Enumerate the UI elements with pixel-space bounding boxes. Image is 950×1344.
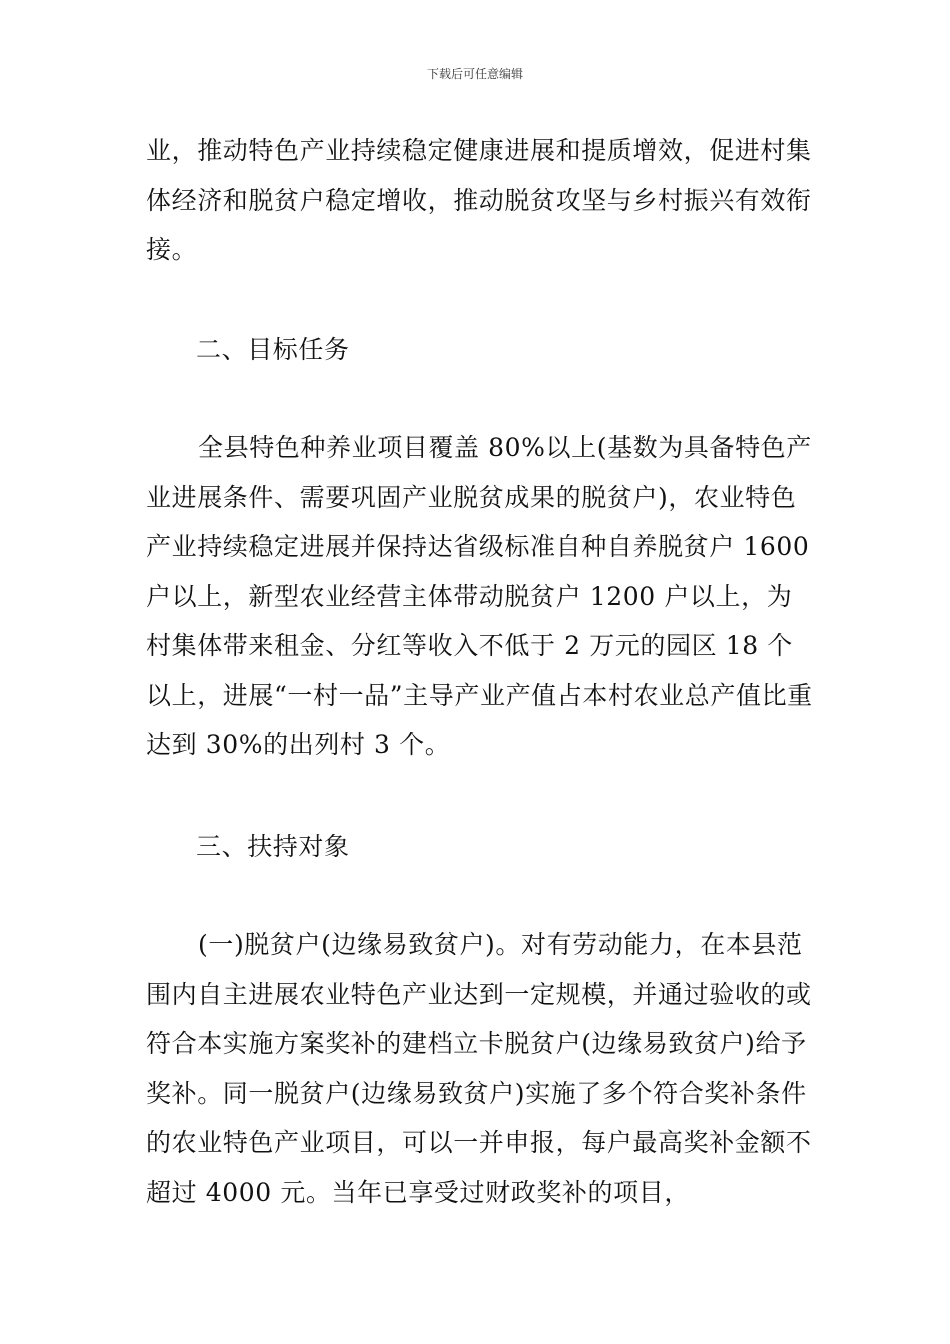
paragraph-goals: 全县特色种养业项目覆盖 80%以上(基数为具备特色产业进展条件、需要巩固产业脱贫成果的脱贫户)，农业特色产业持续稳定进展并保持达省级标准自种自养脱贫户 1600 户以上，新型农业经营主体带动脱贫户 1200 户以上，为村集体带来租金、分红等收入不低于 2 万元的园区 18 个以上，进展“一村一品”主导产业产值占本村农业总产值比重达到 30%的出列村 3 个。 bbox=[146, 433, 813, 759]
section-heading-goals: 二、目标任务 bbox=[196, 335, 350, 364]
page-header-note: 下载后可任意编辑 bbox=[426, 67, 523, 81]
paragraph-intro: 业，推动特色产业持续稳定健康进展和提质增效，促进村集体经济和脱贫户稳定增收，推动脱贫攻坚与乡村振兴有效衔接。 bbox=[146, 136, 812, 264]
section-heading-targets: 三、扶持对象 bbox=[196, 832, 350, 861]
paragraph-targets: (一)脱贫户(边缘易致贫户)。对有劳动能力，在本县范围内自主进展农业特色产业达到一定规模，并通过验收的或符合本实施方案奖补的建档立卡脱贫户(边缘易致贫户)给予奖补。同一脱贫户(边缘易致贫户)实施了多个符合奖补条件的农业特色产业项目，可以一并申报，每户最高奖补金额不超过 4000 元。当年已享受过财政奖补的项目， bbox=[146, 930, 812, 1207]
